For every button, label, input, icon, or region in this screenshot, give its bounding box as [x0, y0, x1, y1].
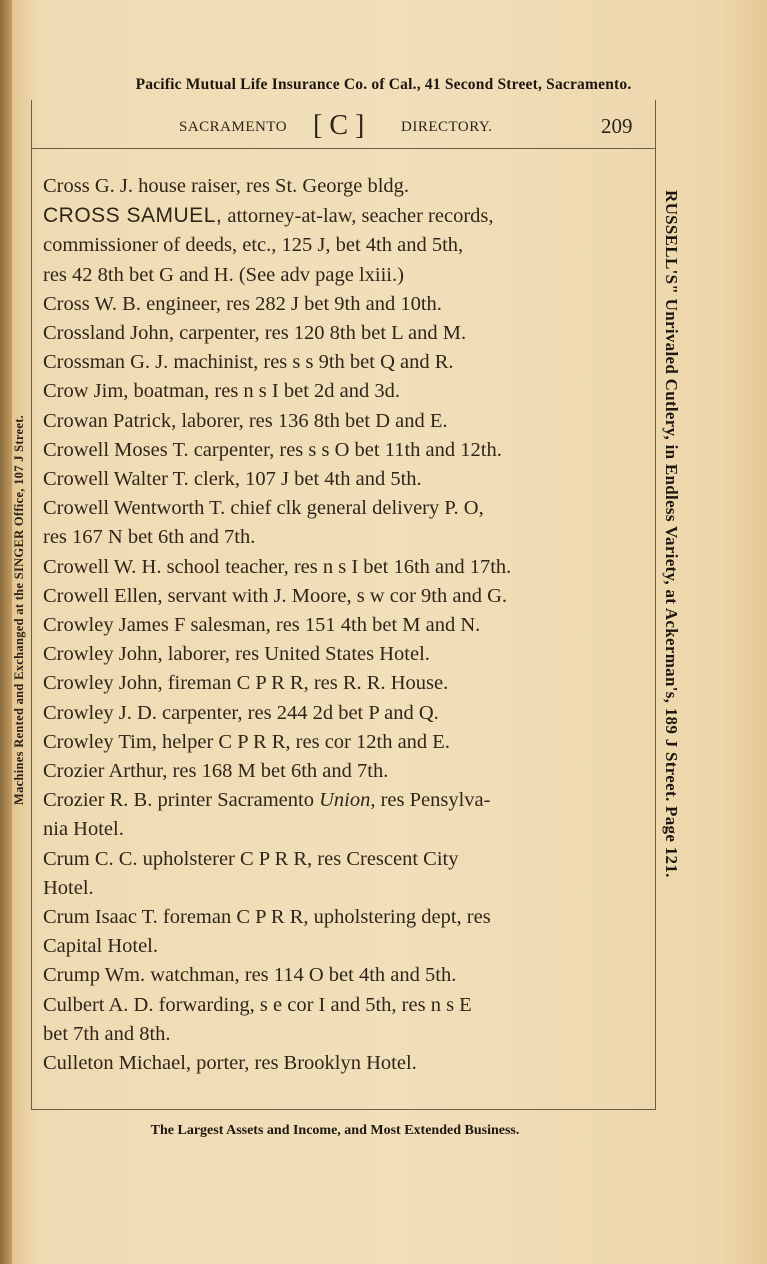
directory-entry — [43, 436, 643, 465]
entry-line: Crum Isaac T. foreman C P R R, upholstering dept, res — [43, 906, 491, 929]
entry-line: Crowley James F salesman, res 151 4th bet M and N. — [43, 614, 481, 637]
entry-line-text: Crozier R. B. printer Sacramento — [43, 789, 320, 812]
directory-entry — [43, 348, 643, 377]
bottom-advertisement: The Largest Assets and Income, and Most Extended Business. — [150, 1123, 520, 1138]
frame-right-rule — [655, 100, 656, 1110]
right-margin-advertisement — [661, 190, 691, 1090]
directory-entry — [43, 465, 643, 494]
directory-entry — [43, 669, 643, 698]
entry-line: Culleton Michael, porter, res Brooklyn Hotel. — [43, 1052, 417, 1075]
entry-line: Crossland John, carpenter, res 120 8th bet L and M. — [43, 322, 467, 345]
footer-rule — [31, 1109, 655, 1110]
entry-line: Crowley J. D. carpenter, res 244 2d bet P and Q. — [43, 701, 439, 724]
directory-entry — [43, 1049, 643, 1078]
entry-line: Crow Jim, boatman, res n s I bet 2d and 3d. — [43, 380, 400, 403]
directory-entry — [43, 201, 643, 290]
entry-line: nia Hotel. — [43, 818, 124, 841]
book-spine-edge — [0, 0, 12, 1264]
directory-entry — [43, 611, 643, 640]
entry-line-text: attorney-at-law, seacher records, — [222, 205, 494, 228]
entry-line: commissioner of deeds, etc., 125 J, bet 4th and 5th, — [43, 234, 464, 257]
entry-strong-name: CROSS SAMUEL, — [43, 204, 223, 228]
directory-entry — [43, 319, 643, 348]
entry-line: Cross W. B. engineer, res 282 J bet 9th and 10th. — [43, 292, 442, 315]
entry-line: res 167 N bet 6th and 7th. — [43, 526, 256, 549]
directory-entry — [43, 172, 643, 201]
entry-line: Crowell Moses T. carpenter, res s s O bet 11th and 12th. — [43, 438, 502, 461]
entry-line — [43, 786, 643, 815]
entry-line: res 42 8th bet G and H. (See adv page lxiii.) — [43, 263, 404, 286]
newspaper-name: Union, — [319, 789, 376, 812]
directory-entry — [43, 494, 643, 552]
entry-line: Capital Hotel. — [43, 935, 159, 958]
directory-entry — [43, 961, 643, 990]
right-margin-text: RUSSELL'S" Unrivaled Cutlery, in Endless Variety, at Ackerman's, 189 J Street. Page 121. — [662, 190, 681, 878]
directory-entry — [43, 290, 643, 319]
header-city: SACRAMENTO — [179, 119, 288, 135]
entry-line: bet 7th and 8th. — [43, 1022, 171, 1045]
page-number: 209 — [601, 114, 633, 138]
entry-line: Crossman G. J. machinist, res s s 9th bet Q and R. — [43, 351, 454, 374]
directory-entry — [43, 582, 643, 611]
left-margin-text: Machines Rented and Exchanged at the SINGER Office, 107 J Street. — [12, 414, 26, 806]
left-margin-advertisement — [12, 290, 32, 930]
entry-line: Hotel. — [43, 876, 94, 899]
entry-line: Crowell W. H. school teacher, res n s I bet 16th and 17th. — [43, 555, 512, 578]
directory-entry — [43, 991, 643, 1049]
directory-entry — [43, 728, 643, 757]
entry-line: Crowley John, fireman C P R R, res R. R. House. — [43, 672, 449, 695]
directory-entry — [43, 699, 643, 728]
header-title: DIRECTORY. — [401, 119, 493, 135]
entry-line: Crum C. C. upholsterer C P R R, res Crescent City — [43, 847, 459, 870]
entry-line: Crozier Arthur, res 168 M bet 6th and 7th. — [43, 760, 389, 783]
entry-line: Crowley Tim, helper C P R R, res cor 12th and E. — [43, 730, 450, 753]
entry-line: Cross G. J. house raiser, res St. George bldg. — [43, 175, 410, 197]
entry-line: Crowell Ellen, servant with J. Moore, s w cor 9th and G. — [43, 584, 508, 607]
running-header — [31, 108, 655, 146]
directory-entry — [43, 757, 643, 786]
directory-entries — [43, 172, 643, 1078]
directory-entry — [43, 786, 643, 844]
top-advertisement: Pacific Mutual Life Insurance Co. of Cal., 41 Second Street, Sacramento. — [135, 76, 632, 93]
entry-line: Crowell Wentworth T. chief clk general delivery P. O, — [43, 497, 484, 520]
entry-line: Crowell Walter T. clerk, 107 J bet 4th and 5th. — [43, 468, 422, 491]
directory-entry — [43, 903, 643, 961]
entry-line — [43, 201, 643, 231]
directory-entry — [43, 640, 643, 669]
entry-line-text: res Pensylva- — [375, 789, 491, 812]
entry-line: Crowley John, laborer, res United States Hotel. — [43, 643, 430, 666]
directory-entry — [43, 845, 643, 903]
header-letter: [ C ] — [313, 110, 365, 141]
header-rule — [31, 148, 655, 149]
directory-entry — [43, 377, 643, 406]
entry-line: Culbert A. D. forwarding, s e cor I and 5th, res n s E — [43, 993, 472, 1016]
directory-entry — [43, 407, 643, 436]
entry-line: Crump Wm. watchman, res 114 O bet 4th and 5th. — [43, 964, 457, 987]
directory-entry — [43, 553, 643, 582]
entry-line: Crowan Patrick, laborer, res 136 8th bet D and E. — [43, 409, 448, 432]
